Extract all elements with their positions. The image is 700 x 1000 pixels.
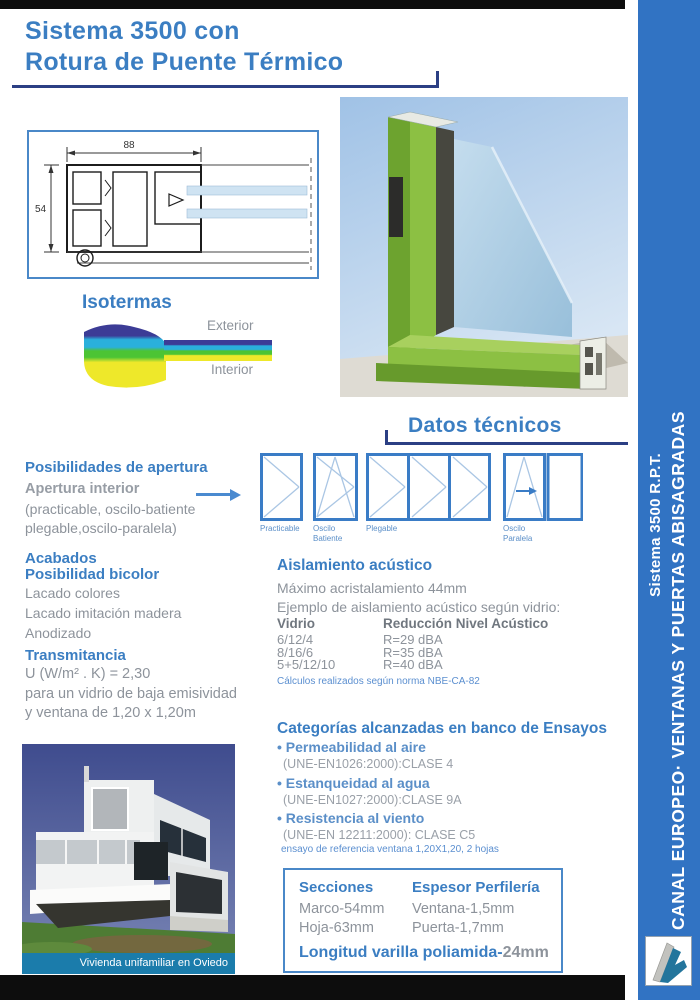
category-detail: (UNE-EN1026:2000):CLASE 4 [283,757,454,771]
secciones-col-header: Secciones [299,879,374,896]
profile-section-drawing [27,130,319,279]
acoustic-cell: 5+5/12/10 [277,657,336,672]
secciones-box [283,868,563,973]
sidebar-text-canal: CANAL EUROPEO· VENTANAS Y PUERTAS ABISAGRADAS [668,410,688,930]
brand-logo [645,936,692,986]
acoustic-col-header: Vidrio [277,616,316,631]
oscilo-paralela-icon [503,453,583,521]
title-underline [12,85,439,88]
brand-logo-icon [646,937,691,985]
bullet-icon: • [277,775,282,791]
category-item [277,775,430,791]
oscilo-batiente-icon [313,453,358,521]
practicable-icon [260,453,303,521]
apertura-detail-line1: (practicable, oscilo-batiente [25,501,196,517]
window-corner-graphic [340,97,628,397]
profile-drawing-graphic [29,132,317,277]
acoustic-cell: 8/16/6 [277,644,314,660]
house-photo-graphic [22,744,235,974]
aislamiento-footnote: Cálculos realizados según norma NBE-CA-82 [277,676,480,687]
dimension-width-label: 88 [123,140,135,151]
page-title [25,16,343,79]
datos-underline-tick [385,430,388,442]
acoustic-col-header: Reducción Nivel Acústico [383,616,549,631]
transmitancia-line2: para un vidrio de baja emisividad [25,686,237,702]
icon-label-oscilo-paralela: Oscilo Paralela [503,524,533,543]
acoustic-cell: R=40 dBA [383,657,443,672]
secciones-cell: Hoja-63mm [299,920,374,936]
categorias-heading: Categorías alcanzadas en banco de Ensayos [277,720,607,737]
exterior-label: Exterior [207,318,254,333]
icon-label-plegable: Plegable [366,524,398,533]
transmitancia-line3: y ventana de 1,20 x 1,20m [25,705,196,721]
corner-render-image [340,97,628,402]
category-detail: (UNE-EN 12211:2000): CLASE C5 [283,828,476,842]
datos-underline [385,442,628,445]
poliamida-value: 24mm [502,944,549,961]
apertura-subheading: Apertura interior [25,481,140,497]
aislamiento-line1: Máximo acristalamiento 44mm [277,580,467,596]
secciones-cell: Puerta-1,7mm [412,920,504,936]
icon-label-practicable: Practicable [260,524,300,533]
secciones-col-header: Espesor Perfilería [412,879,540,896]
acabados-item: Lacado colores [25,585,120,601]
apertura-heading: Posibilidades de apertura [25,459,208,476]
acabados-item: Anodizado [25,625,92,641]
icon-label-oscilo-batiente: Oscilo Batiente [313,524,343,543]
acoustic-cell: R=35 dBA [383,644,443,660]
aislamiento-heading: Aislamiento acústico [277,557,433,574]
bullet-icon: • [277,739,282,755]
arrow-head [230,489,241,501]
transmitancia-formula: U (W/m² . K) = 2,30 [25,666,151,682]
arrow-shaft [196,493,232,496]
apertura-detail-line2: plegable,oscilo-paralela) [25,520,177,536]
aislamiento-line2: Ejemplo de aislamiento acústico según vidrio: [277,599,561,615]
house-photo [22,744,235,974]
photo-caption: Vivienda unifamiliar en Oviedo [22,953,235,974]
category-name: Estanqueidad al agua [285,775,430,791]
category-name: Resistencia al viento [285,810,425,826]
acoustic-cell: R=29 dBA [383,632,443,647]
top-black-bar [0,0,625,9]
secciones-cell: Ventana-1,5mm [412,901,515,917]
title-underline-tick [436,71,439,87]
poliamida-label: Longitud varilla poliamida- [299,944,503,961]
category-name: Permeabilidad al aire [285,739,426,755]
page-title-line2: Rotura de Puente Térmico [25,48,344,77]
category-item [277,810,424,826]
category-item [277,739,426,755]
acabados-item: Lacado imitación madera [25,605,182,621]
poliamida-note [299,944,561,962]
acabados-heading: Acabados [25,550,97,567]
page-title-line1: Sistema 3500 con [25,17,240,45]
secciones-cell: Marco-54mm [299,901,385,917]
categorias-footnote: ensayo de referencia ventana 1,20X1,20, 2 hojas [281,844,499,855]
transmitancia-heading: Transmitancia [25,647,126,664]
isotermas-heading: Isotermas [82,292,172,313]
bullet-icon: • [277,810,282,826]
bottom-black-bar [0,975,625,1000]
plegable-icon [366,453,491,521]
secciones-table [299,879,561,938]
sidebar-text-system: Sistema 3500 R.P.T. [647,453,664,597]
dimension-height-label: 54 [35,204,47,215]
right-arrow-icon [196,489,242,501]
acoustic-table [277,616,548,672]
interior-label: Interior [211,362,254,377]
acoustic-cell: 6/12/4 [277,632,314,647]
category-detail: (UNE-EN1027:2000):CLASE 9A [283,793,462,807]
datos-tecnicos-heading: Datos técnicos [408,414,562,437]
sidebar [638,0,700,1000]
acabados-subheading: Posibilidad bicolor [25,566,160,583]
